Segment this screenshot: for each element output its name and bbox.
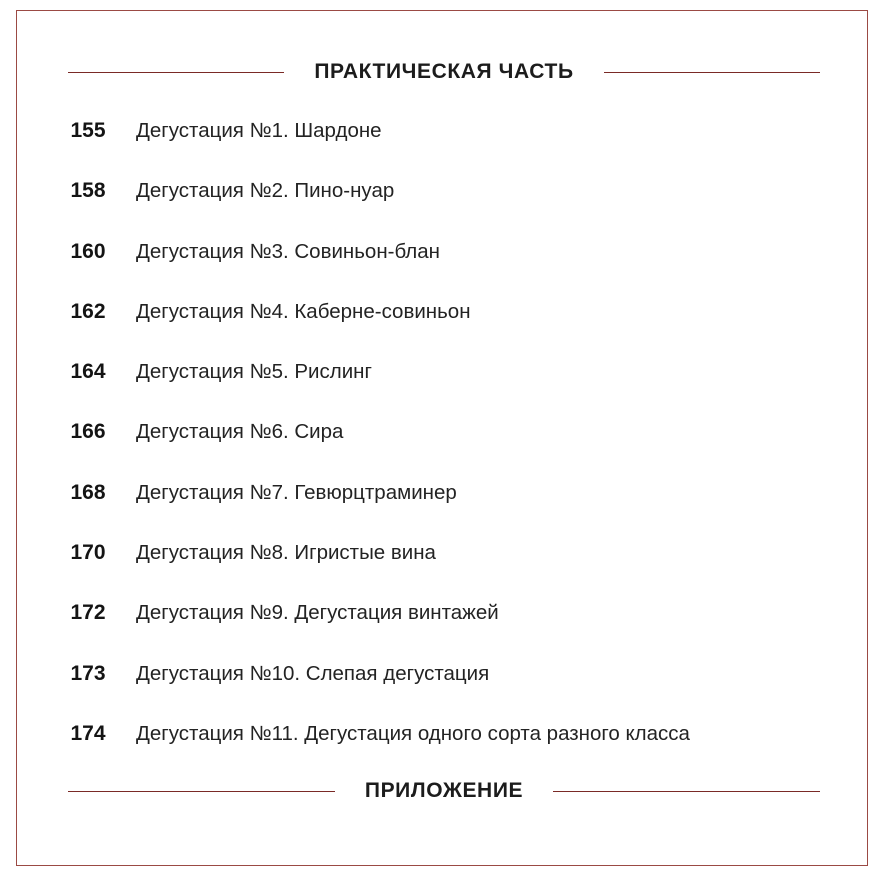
header-rule-left — [68, 791, 335, 792]
toc-entry-title: Дегустация №7. Гевюрцтраминер — [136, 480, 457, 504]
toc-entry-title: Дегустация №10. Слепая дегустация — [136, 661, 490, 685]
toc-entry-title: Дегустация №3. Совиньон-блан — [136, 239, 440, 263]
section-header-appendix — [68, 776, 820, 806]
toc-page-number: 164 — [70, 360, 106, 384]
toc-page-number: 155 — [70, 119, 106, 142]
toc-entry[interactable] — [68, 478, 820, 538]
toc-entry[interactable] — [68, 598, 820, 658]
toc-entry[interactable] — [68, 538, 820, 598]
header-rule-right — [604, 72, 820, 73]
toc-entry[interactable] — [68, 176, 820, 236]
toc-entry-title: Дегустация №9. Дегустация винтажей — [136, 601, 499, 625]
section-title-practical: ПРАКТИЧЕСКАЯ ЧАСТЬ — [314, 60, 574, 83]
section-title-appendix: ПРИЛОЖЕНИЕ — [364, 779, 524, 802]
toc-entry-title: Дегустация №5. Рислинг — [136, 360, 372, 384]
toc-page-number: 160 — [70, 239, 106, 263]
toc-entry[interactable] — [68, 297, 820, 357]
toc-entry[interactable] — [68, 116, 820, 176]
toc-entry-title: Дегустация №8. Игристые вина — [136, 541, 436, 565]
toc-entry[interactable] — [68, 237, 820, 297]
toc-entry-title: Дегустация №11. Дегустация одного сорта разного класса — [136, 721, 690, 745]
toc-page-number: 172 — [70, 601, 106, 625]
section-header-practical — [68, 57, 820, 87]
toc-page-number: 166 — [70, 420, 106, 444]
toc-entry[interactable] — [68, 719, 820, 779]
toc-entry-title: Дегустация №1. Шардоне — [136, 119, 382, 142]
toc-entry[interactable] — [68, 417, 820, 477]
toc-page-number: 168 — [70, 480, 106, 504]
header-rule-left — [68, 72, 284, 73]
toc-entry-title: Дегустация №4. Каберне-совиньон — [136, 299, 471, 323]
toc-entry-title: Дегустация №2. Пино-нуар — [136, 179, 395, 203]
toc-entry[interactable] — [68, 659, 820, 719]
toc-entry-title: Дегустация №6. Сира — [136, 420, 344, 444]
toc-page-number: 158 — [70, 179, 106, 203]
toc-list — [68, 116, 820, 779]
header-rule-right — [553, 791, 820, 792]
toc-page-number: 173 — [70, 661, 106, 685]
toc-page-number: 162 — [70, 299, 106, 323]
toc-page-number: 170 — [70, 541, 106, 565]
toc-page-number: 174 — [70, 721, 106, 745]
toc-entry[interactable] — [68, 357, 820, 417]
